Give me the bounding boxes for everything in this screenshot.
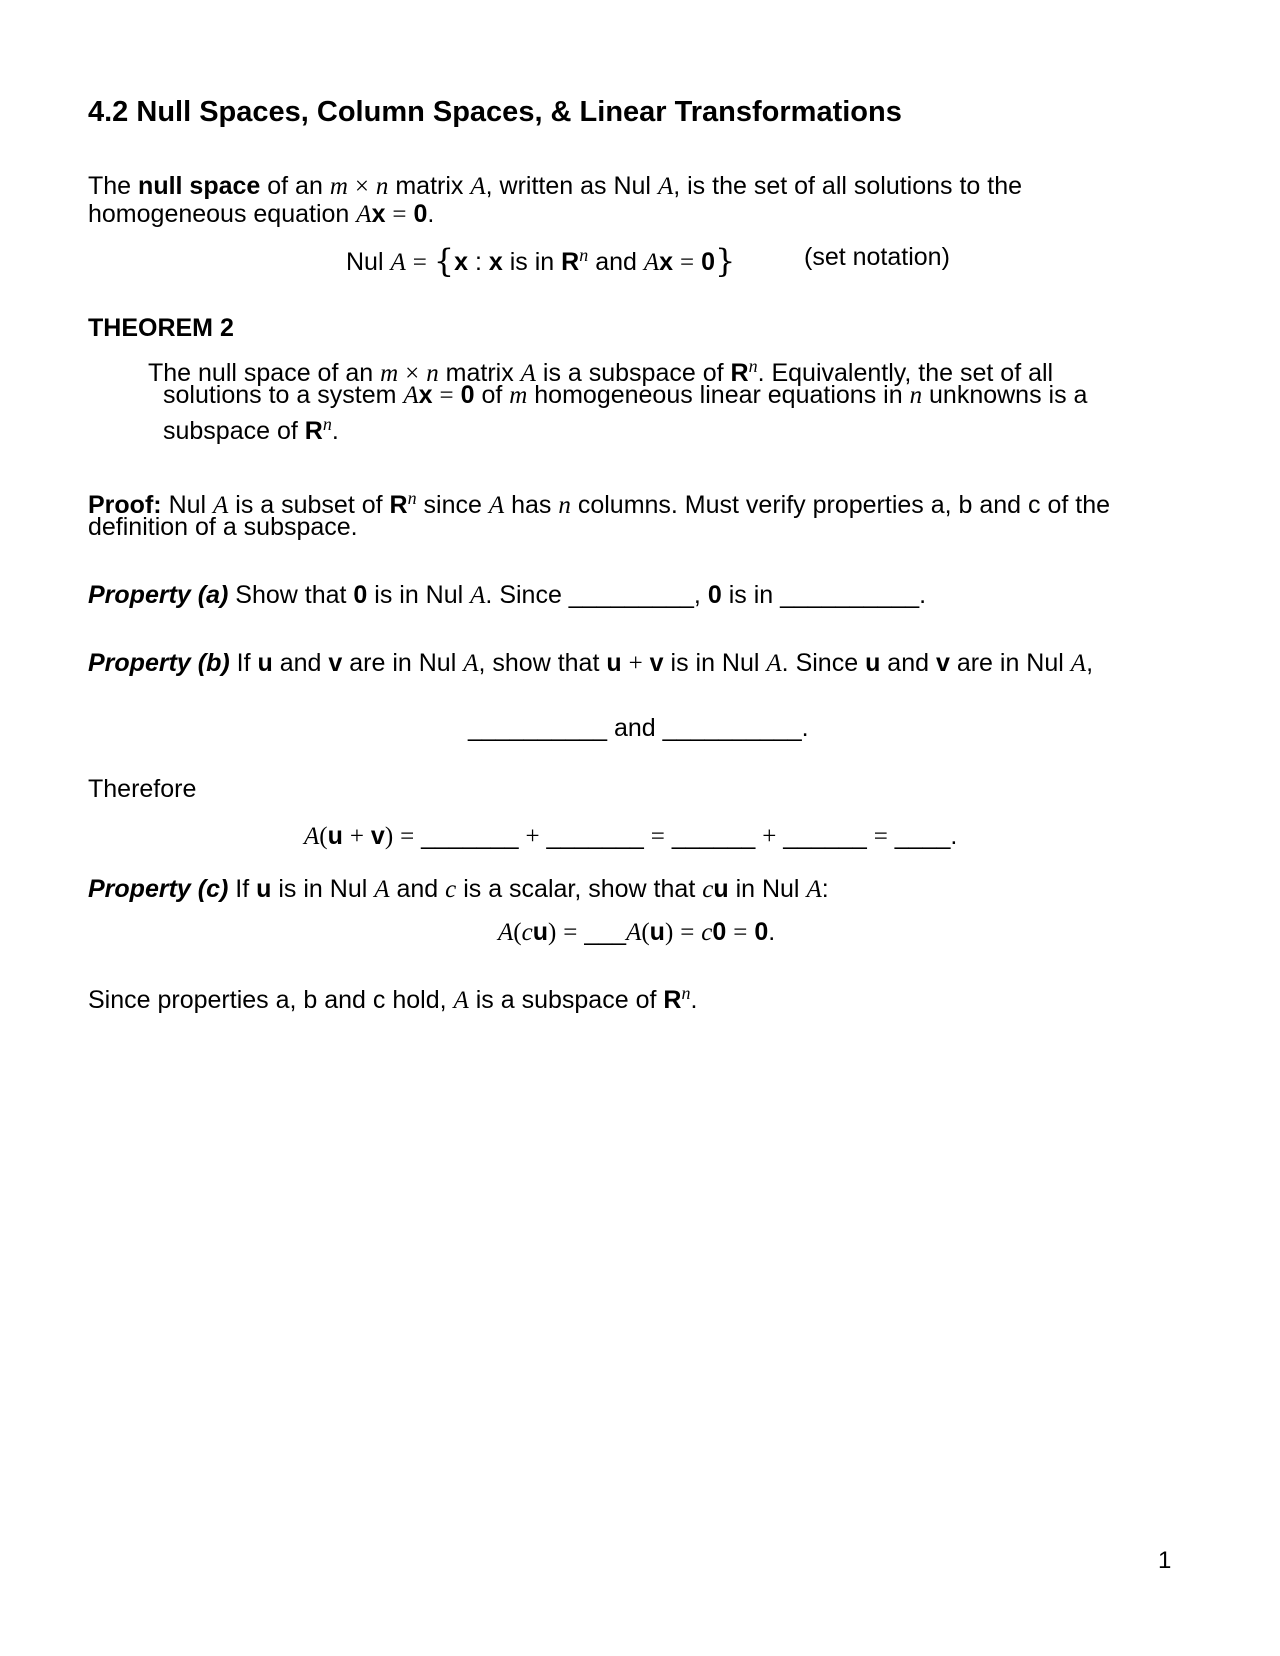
definition-line-2: homogeneous equation Ax = 0.: [88, 200, 435, 228]
page-number: 1: [1158, 1547, 1172, 1574]
theorem-line-1: The null space of an m × n matrix A is a subspace of $R^n$. Equivalently, the set of all: [148, 356, 1054, 387]
therefore-text: Therefore: [88, 775, 197, 803]
definition-line-1: The null space of an m × n matrix A, written as Nul A, is the set of all solutions to the: [88, 172, 1023, 200]
proof-line-2: definition of a subspace.: [88, 513, 358, 541]
proof-line-1: Proof: Nul A is a subset of $R^n$ since A has n columns. Must verify properties a, b and c of the: [88, 488, 1111, 519]
set-notation-label: (set notation): [804, 243, 950, 271]
theorem-line-2: solutions to a system Ax = 0 of m homogeneous linear equations in n unknowns is a: [163, 381, 1088, 409]
sum-equation: A(u + v) = _______ + _______ = ______ + ______ = ____.: [304, 822, 958, 850]
property-c-line: Property (c) If u is in Nul A and c is a scalar, show that cu in Nul A:: [88, 875, 829, 903]
property-a-line: Property (a) Show that 0 is in Nul A. Since _________, 0 is in __________.: [88, 581, 927, 609]
theorem-heading: THEOREM 2: [88, 314, 234, 342]
property-b-blanks: __________ and __________.: [468, 714, 809, 742]
theorem-line-3: subspace of $R^n$.: [163, 414, 339, 445]
page-title: 4.2 Null Spaces, Column Spaces, & Linear Transformations: [88, 96, 902, 128]
scalar-equation: A(cu) = ___A(u) = c0 = 0.: [498, 918, 776, 946]
property-b-line: Property (b) If u and v are in Nul A, show that u + v is in Nul A. Since u and v are in Nul A,: [88, 649, 1094, 677]
conclusion-line: Since properties a, b and c hold, A is a subspace of $R^n$.: [88, 983, 698, 1014]
set-notation-equation: Nul A = {x : x is in $R^n$ and Ax = 0}: [346, 242, 736, 280]
